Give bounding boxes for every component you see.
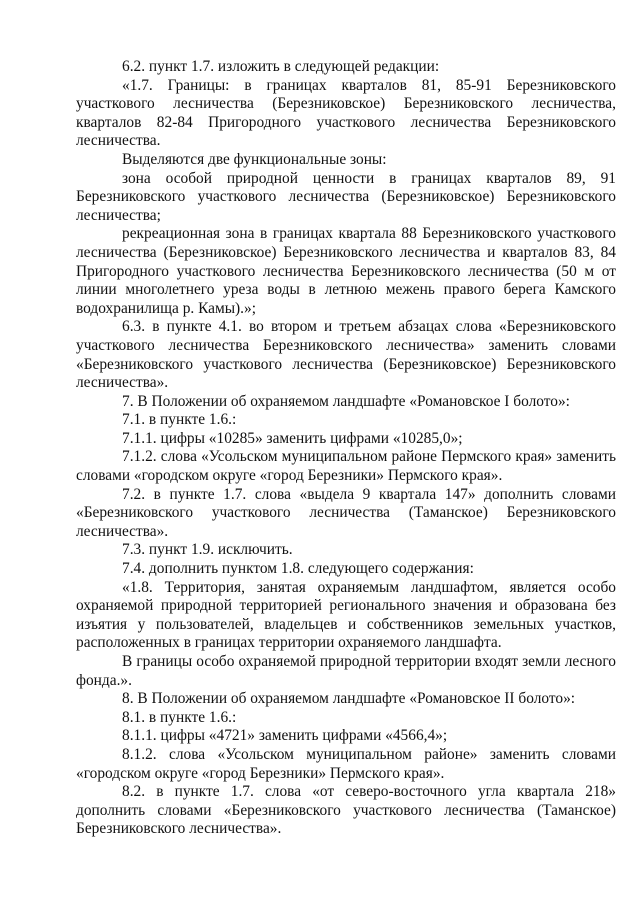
- paragraph-6-2: 6.2. пункт 1.7. изложить в следующей редакции:: [122, 58, 440, 75]
- paragraph-6-3: 6.3. в пункте 4.1. во втором и третьем абзацах слова «Березниковского участкового лесничества Березниковского лесничества» заменить словами «Березниковского участкового лесничества (Березниковское) Березниковского лесничества».: [76, 318, 616, 392]
- paragraph-8-1: 8.1. в пункте 1.6.:: [122, 708, 237, 726]
- paragraph-1-7-borders: «1.7. Границы: в границах кварталов 81, 85-91 Березниковского участкового лесничества (Березниковское) Березниковского лесничества, кварталов 82-84 Пригородного участкового лесничества Березниковского лесничества.: [76, 76, 616, 150]
- paragraph-7-2: 7.2. в пункте 1.7. слова «выдела 9 квартала 147» дополнить словами «Березниковского участкового лесничества (Таманское) Березниковского лесничества».: [76, 485, 616, 540]
- document-page: [76, 58, 616, 839]
- paragraph-8: 8. В Положении об охраняемом ландшафте «Романовское II болото»:: [122, 690, 576, 708]
- paragraph-functional-zones: Выделяются две функциональные зоны:: [122, 150, 387, 168]
- paragraph-7: 7. В Положении об охраняемом ландшафте «Романовское I болото»:: [122, 392, 570, 410]
- paragraph-7-4: 7.4. дополнить пунктом 1.8. следующего содержания:: [122, 560, 474, 578]
- paragraph-recreation-zone: рекреационная зона в границах квартала 88 Березниковского участкового лесничества (Березниковское) Березниковского лесничества и кварталов 83, 84 Пригородного участкового лесничества Березниковского лесничества (50 м от линии многолетнего уреза воды в летнюю межень правого берега Камского водохранилища р. Камы).»;: [76, 225, 616, 317]
- paragraph-8-1-2: 8.1.2. слова «Усольском муниципальном районе» заменить словами «городском округе «город Березники» Пермского края».: [76, 745, 616, 782]
- paragraph-7-1-1: 7.1.1. цифры «10285» заменить цифрами «10285,0»;: [122, 429, 463, 447]
- paragraph-7-3: 7.3. пункт 1.9. исключить.: [122, 541, 293, 559]
- paragraph-1-8: «1.8. Территория, занятая охраняемым ландшафтом, является особо охраняемой природной территорией регионального значения и образована без изъятия у пользователей, владельцев и собственников земельных участков, расположенных в границах территории охраняемого ландшафта.: [76, 578, 616, 652]
- paragraph-7-1: 7.1. в пункте 1.6.:: [122, 411, 237, 429]
- paragraph-8-1-1: 8.1.1. цифры «4721» заменить цифрами «4566,4»;: [122, 727, 448, 745]
- paragraph-8-2: 8.2. в пункте 1.7. слова «от северо-восточного угла квартала 218» дополнить словами «Березниковского участкового лесничества (Таманское) Березниковского лесничества».: [76, 783, 616, 838]
- paragraph-forest-fund: В границы особо охраняемой природной территории входят земли лесного фонда.».: [76, 653, 616, 689]
- paragraph-7-1-2: 7.1.2. слова «Усольском муниципальном районе Пермского края» заменить словами «городском округе «город Березники» Пермского края».: [76, 448, 616, 485]
- paragraph-zone-natural-value: зона особой природной ценности в границах кварталов 89, 91 Березниковского участкового лесничества (Березниковское) Березниковского лесничества;: [76, 169, 616, 224]
